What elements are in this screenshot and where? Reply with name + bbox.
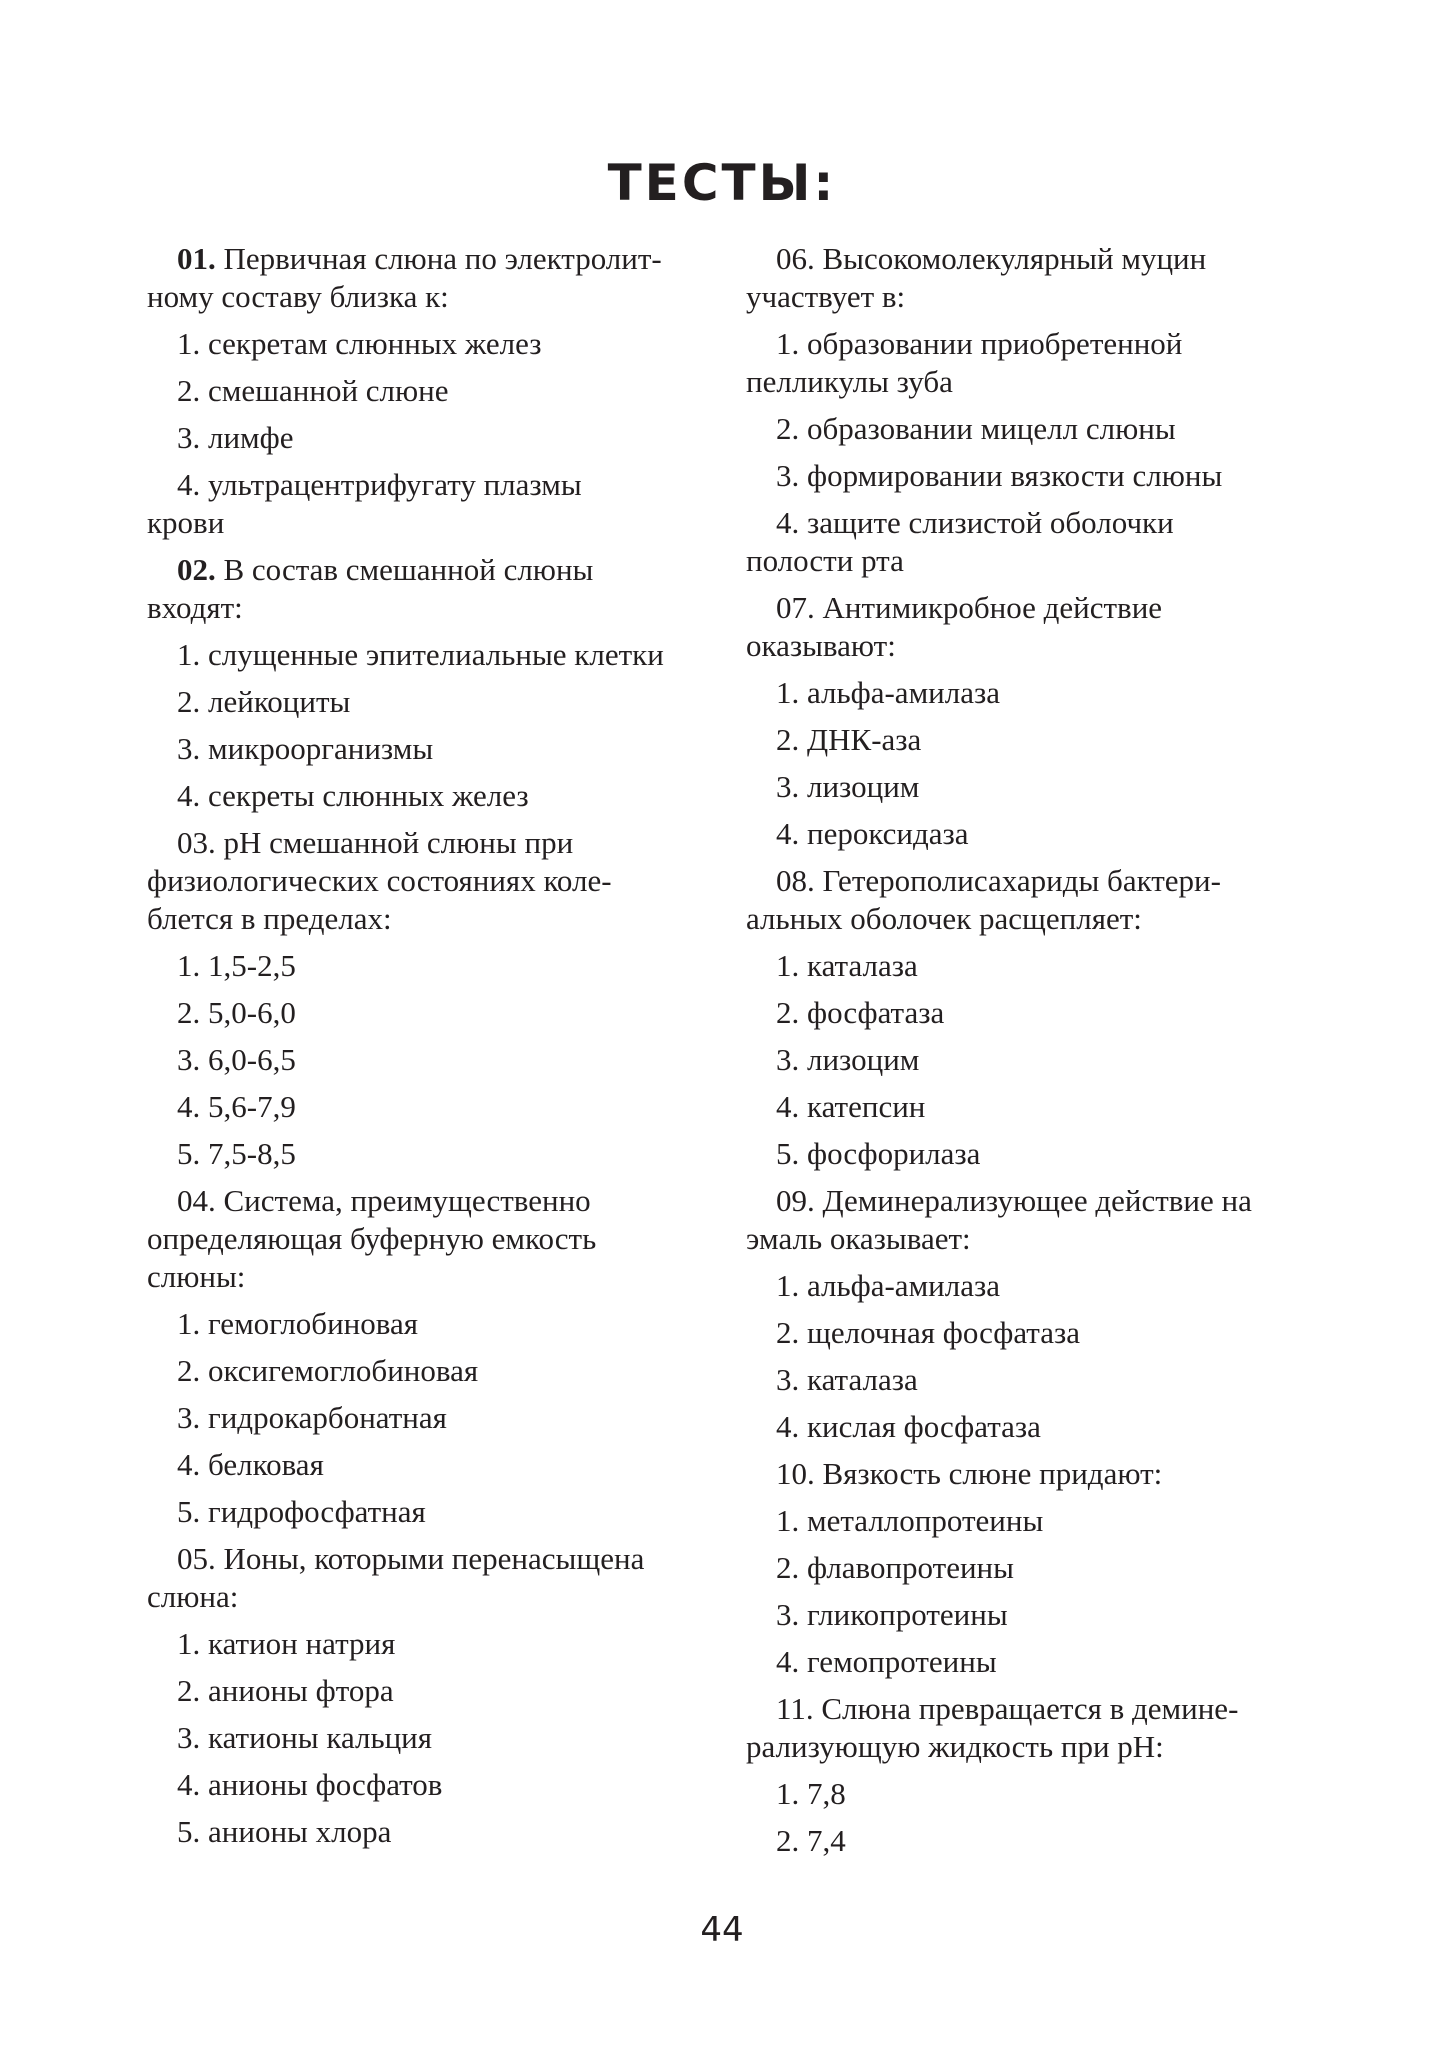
answer-option: 3. гидрокарбонатная [177,1400,447,1435]
answer-option: 1. слущенные эпителиальные клетки [177,637,664,672]
answer-option: 2. 7,4 [776,1823,846,1858]
question-text-line: Ионы, которыми перенасыщена [223,1541,645,1576]
question-stem [746,1455,1308,1493]
answer-option: 2. анионы фтора [177,1673,394,1708]
page-title: ТЕСТЫ: [607,154,837,212]
answer-option: 1. образовании приобретенной пелликулы зуба [746,326,1183,399]
answer-option: 4. белковая [177,1447,324,1482]
question-text-line: оказывают: [746,628,896,663]
question-block [147,240,711,542]
answer-option: 2. лейкоциты [177,684,351,719]
question-text-line: Первичная слюна по электролит- [223,241,662,276]
answer-option: 4. секреты слюнных желез [177,778,529,813]
answer-option: 1. альфа-амилаза [776,1268,1001,1303]
answer-option: 2. смешанной слюне [177,373,449,408]
page-number: 44 [700,1910,744,1950]
answer-option: 5. гидрофосфатная [177,1494,426,1529]
question-number: 06. [776,241,815,276]
question-block [147,1182,711,1531]
question-block [746,1455,1308,1681]
answer-option: 4. гемопротеины [776,1644,997,1679]
answer-option: 3. гликопротеины [776,1597,1008,1632]
answer-option: 5. фосфорилаза [776,1136,981,1171]
question-stem [746,862,1308,938]
question-text-line: участвует в: [746,279,906,314]
answer-option: 5. анионы хлора [177,1814,392,1849]
question-stem [147,1182,711,1296]
question-text-line: В состав смешанной слюны [223,552,594,587]
question-text-line: ному составу близка к: [147,279,449,314]
question-number: 07. [776,590,815,625]
question-number: 01. [177,241,216,276]
answer-option: 4. 5,6-7,9 [177,1089,296,1124]
question-block [746,589,1308,853]
question-number: 10. [776,1456,815,1491]
answer-option: 2. флавопротеины [776,1550,1014,1585]
question-text-line: Гетерополисахариды бактери- [822,863,1221,898]
answer-option: 3. 6,0-6,5 [177,1042,296,1077]
answer-option: 3. лизоцим [776,769,920,804]
question-block [147,1540,711,1851]
answer-option: 1. 1,5-2,5 [177,948,296,983]
question-block [147,551,711,815]
question-stem [147,1540,711,1616]
question-text-line: Система, преимущественно [223,1183,591,1218]
question-text-line: Антимикробное действие [822,590,1163,625]
answer-option: 1. каталаза [776,948,918,983]
answer-option: 2. ДНК-аза [776,722,922,757]
question-text-line: физиологических состояниях коле- [147,863,612,898]
question-number: 08. [776,863,815,898]
question-number: 09. [776,1183,815,1218]
right-column [746,240,1308,1869]
question-text-line: блется в пределах: [147,901,392,936]
answer-option: 2. 5,0-6,0 [177,995,296,1030]
question-text-line: pH смешанной слюны при [223,825,574,860]
question-text-line: слюны: [147,1259,246,1294]
question-text-line: Высокомолекулярный муцин [822,241,1207,276]
question-stem [746,589,1308,665]
left-column [147,240,711,1860]
question-text-line: альных оболочек расщепляет: [746,901,1142,936]
answer-option: 2. фосфатаза [776,995,945,1030]
question-text-line: Деминерализующее действие на [822,1183,1252,1218]
answer-option: 5. 7,5-8,5 [177,1136,296,1171]
answer-option: 4. пероксидаза [776,816,969,851]
answer-option: 1. секретам слюнных желез [177,326,542,361]
answer-option: 3. лизоцим [776,1042,920,1077]
question-block [746,1182,1308,1446]
question-number: 03. [177,825,216,860]
answer-option: 4. катепсин [776,1089,926,1124]
answer-option: 2. оксигемоглобиновая [177,1353,479,1388]
answer-option: 3. катионы кальция [177,1720,433,1755]
answer-option: 1. катион натрия [177,1626,396,1661]
question-text-line: определяющая буферную емкость [147,1221,597,1256]
question-number: 05. [177,1541,216,1576]
question-stem [746,240,1308,316]
answer-option: 2. образовании мицелл слюны [776,411,1176,446]
question-stem [147,240,711,316]
question-block [746,240,1308,580]
question-text-line: входят: [147,590,243,625]
question-block [147,824,711,1173]
answer-option: 1. металлопротеины [776,1503,1044,1538]
answer-option: 1. альфа-амилаза [776,675,1001,710]
answer-option: 2. щелочная фосфатаза [776,1315,1080,1350]
question-text-line: слюна: [147,1579,239,1614]
answer-option: 3. формировании вязкости слюны [776,458,1223,493]
answer-option: 4. кислая фосфатаза [776,1409,1041,1444]
question-text-line: Слюна превращается в демине- [821,1691,1239,1726]
answer-option: 3. каталаза [776,1362,918,1397]
answer-option: 3. лимфе [177,420,294,455]
question-stem [147,551,711,627]
answer-option: 1. гемоглобиновая [177,1306,418,1341]
question-number: 11. [776,1691,814,1726]
answer-option: 3. микроорганизмы [177,731,434,766]
question-text-line: эмаль оказывает: [746,1221,971,1256]
question-text-line: рализующую жидкость при pH: [746,1729,1164,1764]
question-text-line: Вязкость слюне придают: [822,1456,1163,1491]
question-number: 02. [177,552,216,587]
question-stem [147,824,711,938]
question-stem [746,1690,1308,1766]
question-block [746,1690,1308,1860]
question-block [746,862,1308,1173]
question-stem [746,1182,1308,1258]
question-number: 04. [177,1183,216,1218]
answer-option: 4. анионы фосфатов [177,1767,443,1802]
answer-option: 1. 7,8 [776,1776,846,1811]
answer-option: 4. защите слизистой оболочки полости рта [746,505,1174,578]
answer-option: 4. ультрацентрифугату плазмы крови [147,467,582,540]
